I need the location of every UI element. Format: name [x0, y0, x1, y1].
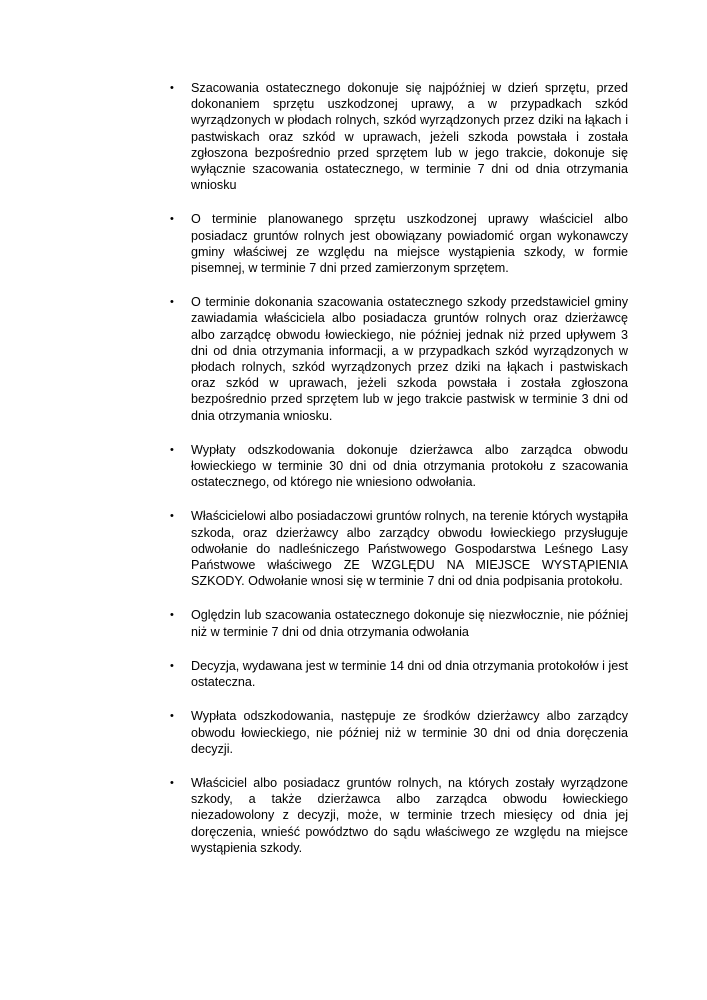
list-item — [170, 80, 628, 193]
bullet-icon: • — [170, 510, 174, 523]
list-item — [170, 658, 628, 690]
list-item-text: Wypłaty odszkodowania dokonuje dzierżawca albo zarządca obwodu łowieckiego w terminie 30 dni od dnia otrzymania protokołu z szacowania ostatecznego, od którego nie wniesiono odwołania. — [191, 442, 628, 490]
list-item-text: Właścicielowi albo posiadaczowi gruntów rolnych, na terenie których wystąpiła szkoda, oraz dzierżawcy albo zarządcy obwodu łowieckiego przysługuje odwołanie do nadleśniczego Państwowego Gospodarstwa Leśnego Lasy Państwowe właściwego ZE WZGLĘDU NA MIEJSCE WYSTĄPIENIA SZKODY. Odwołanie wnosi się w terminie 7 dni od dnia podpisania protokołu. — [191, 509, 628, 589]
list-item-text: O terminie dokonania szacowania ostatecznego szkody przedstawiciel gminy zawiadamia właściciela albo posiadacza gruntów rolnych oraz dzierżawcę albo zarządcę obwodu łowieckiego, nie później jednak niż przed upływem 3 dni od dnia otrzymania informacji, a w przypadkach szkód wyrządzonych w płodach rolnych, szkód wyrządzonych przez dziki na łąkach i pastwiskach oraz szkód w uprawach, jeżeli szkoda powstała i została zgłoszona bezpośrednio przed sprzętem lub w jego trakcie pastwisk w terminie 3 dni od dnia otrzymania wniosku. — [191, 295, 628, 423]
bullet-list — [170, 80, 628, 874]
bullet-icon: • — [170, 776, 174, 789]
bullet-icon: • — [170, 296, 174, 309]
bullet-icon: • — [170, 659, 174, 672]
list-item — [170, 775, 628, 856]
list-item-text: Szacowania ostatecznego dokonuje się najpóźniej w dzień sprzętu, przed dokonaniem sprzętu uszkodzonej uprawy, a w przypadkach szkód wyrządzonych w płodach rolnych, szkód wyrządzonych przez dziki na łąkach i pastwiskach oraz szkód w uprawach, jeżeli szkoda powstała i została zgłoszona bezpośrednio przed sprzętem lub w jego trakcie, dokonuje się wyłącznie szacowania ostatecznego, w terminie 7 dni od dnia otrzymania wniosku — [191, 81, 628, 193]
list-item-text: Właściciel albo posiadacz gruntów rolnych, na których zostały wyrządzone szkody, a także dzierżawca albo zarządca obwodu łowieckiego niezadowolony z decyzji, może, w terminie trzech miesięcy od dnia jej doręczenia, wnieść powództwo do sądu właściwego ze względu na miejsce wystąpienia szkody. — [191, 775, 628, 855]
list-item-text: O terminie planowanego sprzętu uszkodzonej uprawy właściciel albo posiadacz gruntów rolnych jest obowiązany powiadomić organ wykonawczy gminy właściwej ze względu na miejsce wystąpienia szkody, w formie pisemnej, w terminie 7 dni przed zamierzonym sprzętem. — [191, 212, 628, 276]
bullet-icon: • — [170, 609, 174, 622]
list-item-text: Wypłata odszkodowania, następuje ze środków dzierżawcy albo zarządcy obwodu łowieckiego, nie później niż w terminie 30 dni od dnia doręczenia decyzji. — [191, 709, 628, 756]
list-item — [170, 211, 628, 276]
bullet-icon: • — [170, 213, 174, 226]
bullet-icon: • — [170, 82, 174, 94]
list-item — [170, 607, 628, 639]
list-item-text: Oględzin lub szacowania ostatecznego dokonuje się niezwłocznie, nie później niż w terminie 7 dni od dnia otrzymania odwołania — [191, 608, 628, 639]
list-item-text: Decyzja, wydawana jest w terminie 14 dni od dnia otrzymania protokołów i jest ostateczna. — [191, 658, 628, 690]
list-item — [170, 508, 628, 589]
list-item — [170, 294, 628, 424]
list-item — [170, 708, 628, 757]
list-item — [170, 442, 628, 491]
bullet-icon: • — [170, 710, 174, 723]
bullet-icon: • — [170, 443, 174, 456]
